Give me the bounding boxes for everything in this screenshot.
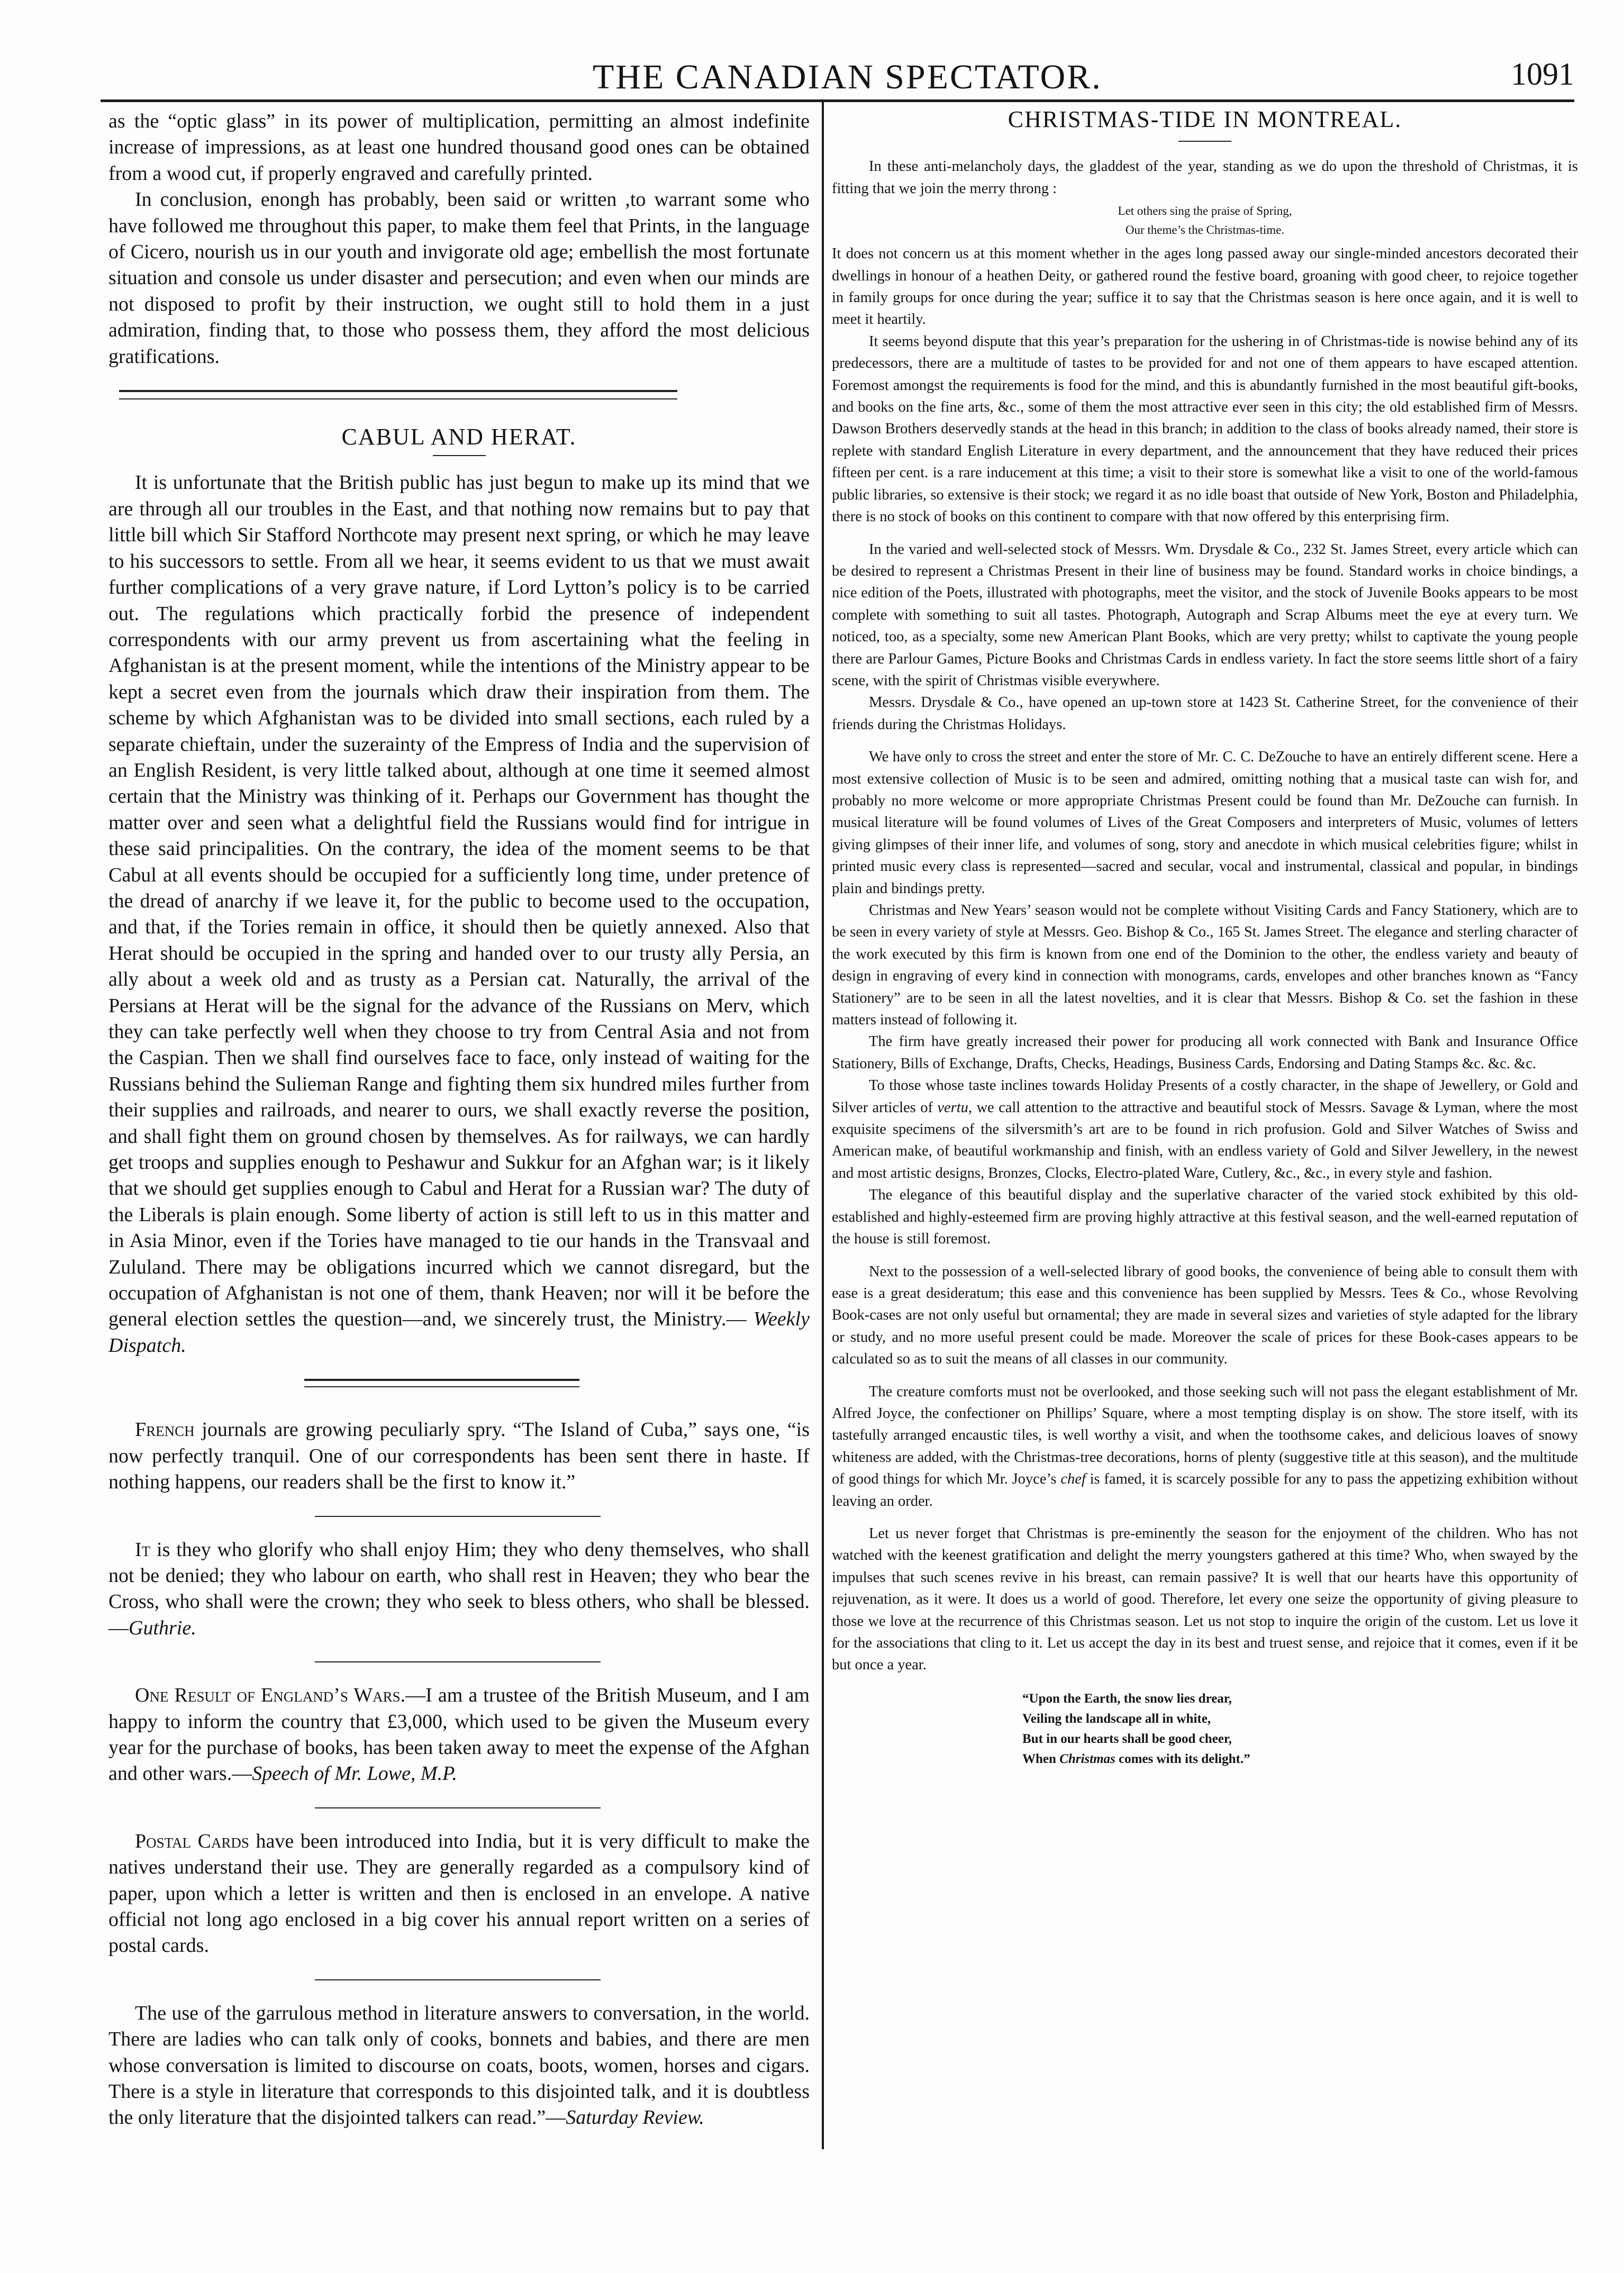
verse-one	[832, 202, 1578, 240]
verse-line	[1022, 1749, 1578, 1769]
french-item	[108, 1417, 810, 1495]
french-text: journals are growing peculiarly spry. “The Island of Cuba,” says one, “is now perfectly tranquil. One of our correspondents has been sent there in haste. If nothing happens, our readers shall be the first to know it.”	[108, 1419, 810, 1494]
masthead-title: THE CANADIAN SPECTATOR.	[593, 58, 1102, 96]
joyce-text-b: is famed, it is scarcely possible for any to pass the appetizing exhibition without leaving an order.	[832, 1471, 1578, 1510]
double-rule	[119, 390, 677, 399]
joyce-text-a: The creature comforts must not be overlooked, and those seeking such will not pass the elegant establishment of Mr. Alfred Joyce, the confectioner on Phillips’ Square, where a most tempting display is on show. The store itself, with its tastefully arranged encaustic tiles, is well worthy a visit, and when the toothsome cakes, and delicious loaves of snowy whiteness are added, with the Christmas-tree decorations, horns of plenty (suggestive title at this season), and the multitude of good things for which Mr. Joyce’s	[832, 1383, 1578, 1488]
separator-rule	[315, 1807, 601, 1808]
garrulous-source: Saturday Review.	[566, 2106, 704, 2129]
heading-rule	[433, 455, 486, 456]
verse-christmas: Christmas	[1059, 1751, 1115, 1766]
double-rule	[304, 1379, 579, 1387]
prints-conclusion: In conclusion, enongh has probably, been said or written ,to warrant some who have followed me throughout this paper, to make them feel that Prints, in the language of Cicero, nourish us in our youth and invigorate old age; embellish the most fortunate situation and console us under disaster and persecution; and even when our minds are not disposed to profit by their instruction, we ought still to hold them in a just admiration, finding that, to those who possess them, they afford the most delicious gratifications.	[108, 188, 810, 368]
header-rule	[101, 99, 1574, 102]
savage-text-b: , we call attention to the attractive and beautiful stock of Messrs. Savage & Lyman, where the most exquisite specimens of the silversmith’s art are to be found in rich profusion. Gold and Silver Watches of Swiss and American make, of beautiful workmanship and finish, with an endless variety of Gold and Silver Jewellery, in the newest and most artistic designs, Bronzes, Clocks, Electro-plated Ware, Cutlery, &c., &c., in every style and fashion.	[832, 1099, 1578, 1181]
column-divider	[822, 102, 824, 2149]
verse-line: “Upon the Earth, the snow lies drear,	[1022, 1691, 1232, 1706]
glorify-item	[108, 1537, 810, 1642]
verse-line: Let others sing the praise of Spring,	[1118, 204, 1292, 218]
drysdale-paragraph: In the varied and well-selected stock of Messrs. Wm. Drysdale & Co., 232 St. James Street, every article which can be desired to represent a Christmas Present in their line of business may be found. Standard works in choice bindings, a nice edition of the Poets, illustrated with photographs, meet the visitor, and the stock of Juvenile Books appears to be most complete with something to suit all tastes. Photograph, Autograph and Scrap Albums meet the eye at every turn. We noticed, too, as a specialty, some new American Plant Books, which are very pretty; whilst to captivate the young people there are Parlour Games, Picture Books and Christmas Cards in endless variety. In fact the store seems little short of a fairy scene, with the spirit of Christmas visible everywhere.	[832, 541, 1578, 689]
savage-lyman-paragraph	[832, 1075, 1578, 1184]
christmas-heading: CHRISTMAS-TIDE IN MONTREAL.	[1008, 106, 1402, 132]
bishop-paragraph: Christmas and New Years’ season would not be complete without Visiting Cards and Fancy Stationery, which are to be seen in every variety of style at Messrs. Geo. Bishop & Co., 165 St. James Street. The elegance and sterling character of the work executed by this firm is known from one end of the Dominion to the other, the endless variety and beauty of design in engraving of every kind in connection with monograms, cards, envelopes and other branches known as “Fancy Stationery” are to be seen in all the latest novelties, and it is clear that Messrs. Bishop & Co. set the fashion in these matters instead of following it.	[832, 902, 1578, 1029]
joyce-paragraph	[832, 1381, 1578, 1512]
verse-text: When	[1022, 1751, 1060, 1766]
cabul-article	[108, 470, 810, 1359]
prints-paragraph-end: as the “optic glass” in its power of multiplication, permitting an almost indefinite increase of impressions, as at least one hundred thousand good ones can be obtained from a wood cut, if properly engraved and carefully printed.	[108, 110, 810, 185]
verse-line: Our theme’s the Christmas-time.	[1125, 223, 1285, 237]
wars-lead: One Result of England’s Wars.	[135, 1684, 406, 1707]
drysdale-uptown-paragraph: Messrs. Drysdale & Co., have opened an up-town store at 1423 St. Catherine Street, for the convenience of their friends during the Christmas Holidays.	[832, 694, 1578, 733]
separator-rule	[315, 1661, 601, 1662]
postal-text: have been introduced into India, but it is very difficult to make the natives understand their use. They are generally regarded as a compulsory kind of paper, upon which a letter is written and then is enclosed in an envelope. A native official not long ago enclosed in a big cover his annual report written on a series of postal cards.	[108, 1830, 810, 1957]
heading-rule	[1178, 141, 1231, 142]
wars-source: Speech of Mr. Lowe, M.P.	[252, 1762, 457, 1785]
separator-rule	[315, 1979, 601, 1980]
left-column	[108, 108, 810, 2131]
bishop-stationery-paragraph: The firm have greatly increased their power for producing all work connected with Bank and Insurance Office Stationery, Bills of Exchange, Drafts, Checks, Headings, Business Cards, Endorsing and Dating Stamps &c. &c. &c.	[832, 1033, 1578, 1072]
cabul-body: It is unfortunate that the British public has just begun to make up its mind that we are through all our troubles in the East, and that nothing now remains but to pay that little bill which Sir Stafford Northcote may present next spring, or which he may leave to his successors to settle. From all we hear, it seems evident to us that we must await further complications of a very grave nature, if Lord Lytton’s policy is to be carried out. The regulations which practically forbid the presence of independent correspondents with our army prevent us from ascertaining what the feeling in Afghanistan is at the present moment, while the intentions of the Ministry appear to be kept a secret even from the journals which draw their inspiration from them. The scheme by which Afghanistan was to be divided into small sections, each ruled by a separate chieftain, under the suzerainty of the Empress of India and the supervision of an English Resident, is very little talked about, although at one time it seemed almost certain that the Ministry was thinking of it. Perhaps our Government has thought the matter over and seen what a delightful field the Russians would find for intrigue in these said principalities. On the contrary, the idea of the moment seems to be that Cabul at all events should be occupied for a sufficiently long time, under pretence of the dread of anarchy if we leave it, for the public to become used to the occupation, and that, if the Tories remain in office, it should then be quietly annexed. Also that Herat should be occupied in the spring and handed over to our trusty ally Persia, an ally about a week old and as trusty as a Persian cat. Naturally, the arrival of the Persians at Herat will be the signal for the advance of the Russians on Merv, which they can take perfectly well when they choose to try from Central Asia and not from the Caspian. Then we shall find ourselves face to face, only instead of waiting for the Russians behind the Sulieman Range and fighting them six hundred miles further from their supplies and railroads, and nearer to ours, we shall exactly reverse the position, and shall fight them on ground chosen by themselves. As for railways, we can hardly get troops and supplies enough to Peshawur and Sukkur for an Afghan war; is it likely that we should get supplies enough to Cabul and Herat for a Russian war? The duty of the Liberals is plain enough. Some liberty of action is still left to us in this matter and in Asia Minor, even if the Tories have managed to tie our hands in the Transvaal and Zululand. There may be obligations incurred which we cannot disregard, but the occupation of Afghanistan is not one of them, thank Heaven; nor will it be before the general election settles the question—and, we sincerely trust, the Ministry.—	[108, 471, 810, 1331]
verse-line: Veiling the landscape all in white,	[1022, 1711, 1211, 1726]
glorify-text: is they who glorify who shall enjoy Him; they who deny themselves, who shall not be denied; they who labour on earth, who shall rest in Heaven; they who bear the Cross, who shall were the crown; they who seek to bless others, who shall be blessed.—	[108, 1538, 810, 1639]
postal-item	[108, 1829, 810, 1959]
verse-two	[1022, 1689, 1578, 1769]
savage-text-a: To those whose taste inclines towards Holiday Presents of a costly character, in the shape of Jewellery, or Gold and Silver articles of	[832, 1077, 1578, 1116]
savage-vertu: vertu	[937, 1099, 968, 1116]
children-paragraph: Let us never forget that Christmas is pre-eminently the season for the enjoyment of the children. Who has not watched with the keenest gratification and delight the merry youngsters gathered at this time? Who, when swayed by the impulses that such scenes revive in his breast, can remain passive? It is well that our hearts have this opportunity of rejuvenation, as it were. It does us a world of good. Therefore, let every one seize the opportunity of giving pleasure to those we love at the recurrence of this Christmas season. Let us not stop to inquire the origin of the custom. Let us love it for the associations that cling to it. Let us accept the day in its best and truest sense, and rejoice that it comes, even if it be but once a year.	[832, 1525, 1578, 1674]
separator-rule	[315, 1516, 601, 1517]
christmas-paragraph: It does not concern us at this moment whether in the ages long passed away our single-minded ancestors decorated their dwellings in honour of a heathen Deity, or gathered round the festive board, groaning with good cheer, to rejoice together in family groups for once during the year; suffice it to say that the Christmas season is here once again, and it is well to meet it heartily.	[832, 246, 1578, 328]
cabul-source: Weekly Dispatch.	[108, 1308, 810, 1357]
dezouche-paragraph: We have only to cross the street and enter the store of Mr. C. C. DeZouche to have an entirely different scene. Here a most extensive collection of Music is to be seen and admired, omitting nothing that a musical taste can wish for, and probably no more welcome or more appropriate Christmas Present could be found than Mr. DeZouche can furnish. In musical literature will be found volumes of Lives of the Great Composers and interpreters of Music, volumes of letters giving glimpses of their inner life, and volumes of song, story and anecdote in which musical celebrities figure; whilst in printed music every class is represented—sacred and secular, vocal and instrumental, classical and popular, in bindings plain and bindings pretty.	[832, 749, 1578, 897]
garrulous-item	[108, 2001, 810, 2131]
glorify-source: Guthrie.	[129, 1616, 196, 1639]
page-number: 1091	[1511, 57, 1574, 92]
french-lead: French	[135, 1419, 195, 1441]
wars-item	[108, 1683, 810, 1787]
verse-text: comes with its delight.”	[1115, 1751, 1250, 1766]
wars-text: —I am a trustee of the British Museum, and I am happy to inform the country that £3,000, which used to be given the Museum every year for the purchase of books, has been taken away to meet the expense of the Afghan and other wars.—	[108, 1684, 810, 1785]
christmas-intro: In these anti-melancholy days, the gladdest of the year, standing as we do upon the threshold of Christmas, it is fitting that we join the merry throng :	[832, 158, 1578, 197]
right-column	[832, 108, 1578, 1769]
dawson-paragraph: It seems beyond dispute that this year’s preparation for the ushering in of Christmas-tide is nowise behind any of its predecessors, there are a multitude of tastes to be provided for and not one of them appears to have escaped attention. Foremost amongst the requirements is food for the mind, and this is abundantly furnished in the most beautiful gift-books, and books on the fine arts, &c., some of them the most attractive ever seen in this city; the old established firm of Messrs. Dawson Brothers deservedly stands at the head in this branch; in addition to the class of books already named, their store is replete with standard English Literature in every department, and the announcement that they have reduced their prices fifteen per cent. is a rare inducement at this time; a visit to their store is somewhat like a visit to one of the world-famous public libraries, so extensive is their stock; we regard it as no idle boast that outside of New York, Boston and Philadelphia, there is no stock of books on this continent to compare with that now offered by this enterprising firm.	[832, 333, 1578, 525]
glorify-lead: It	[135, 1538, 151, 1561]
cabul-heading: CABUL AND HERAT.	[341, 424, 577, 450]
postal-lead: Postal Cards	[135, 1830, 249, 1852]
verse-line: But in our hearts shall be good cheer,	[1022, 1731, 1232, 1746]
joyce-chef: chef	[1060, 1471, 1086, 1488]
tees-paragraph: Next to the possession of a well-selected library of good books, the convenience of being able to consult them with ease is a great desideratum; this ease and this convenience has been supplied by Messrs. Tees & Co., whose Revolving Book-cases are not only useful but ornamental; they are made in several sizes and varieties of style adapted for the library or study, and no more useful present could be made. Moreover the scale of prices for these Book-cases appears to be calculated so as to suit the means of all classes in our community.	[832, 1263, 1578, 1368]
garrulous-text: The use of the garrulous method in literature answers to conversation, in the world. There are ladies who can talk only of cooks, bonnets and babies, and there are men whose conversation is limited to discourse on coats, boots, women, horses and cigars. There is a style in literature that corresponds to this disjointed talk, and it is doubtless the only literature that the disjointed talkers can read.”—	[108, 2002, 810, 2129]
savage-display-paragraph: The elegance of this beautiful display and the superlative character of the varied stock exhibited by this old-established and highly-esteemed firm are proving highly attractive at this festival season, and the well-earned reputation of the house is still foremost.	[832, 1187, 1578, 1248]
